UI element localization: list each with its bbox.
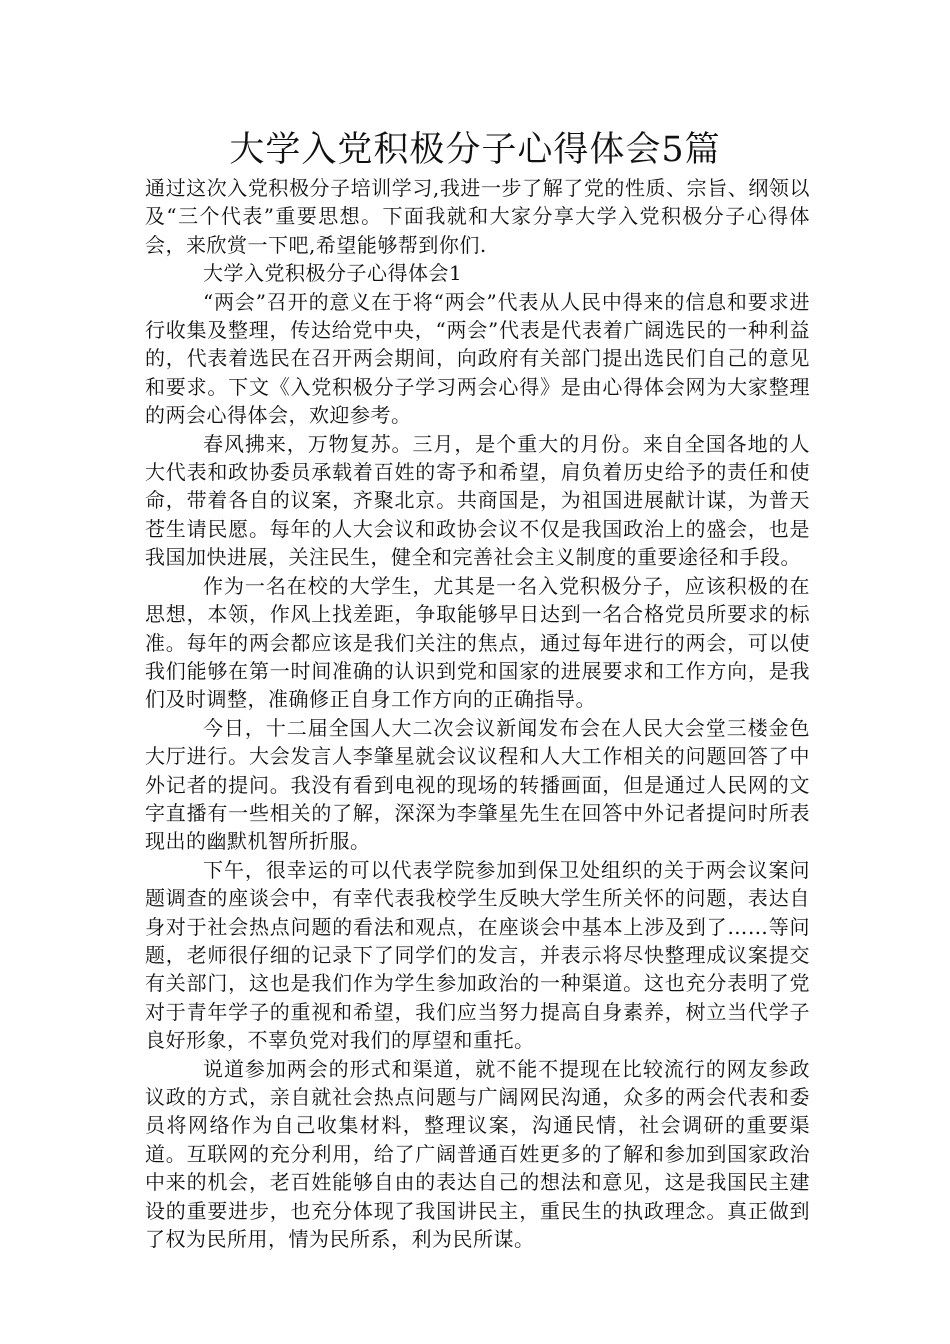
body-paragraph-4: 今日，十二届全国人大二次会议新闻发布会在人民大会堂三楼金色大厅进行。大会发言人李肇星就会议议程和人大工作相关的问题回答了中外记者的提问。我没有看到电视的现场的转播画面，但是通过人民网的文字直播有一些相关的了解，深深为李肇星先生在回答中外记者提问时所表现出的幽默机智所折服。 [145,715,810,854]
body-paragraph-5: 下午，很幸运的可以代表学院参加到保卫处组织的关于两会议案问题调查的座谈会中，有幸代表我校学生反映大学生所关怀的问题，表达自身对于社会热点问题的看法和观点，在座谈会中基本上涉及到了……等问题，老师很仔细的记录下了同学们的发言，并表示将尽快整理成议案提交有关部门，这也是我们作为学生参加政治的一种渠道。这也充分表明了党对于青年学子的重视和希望，我们应当努力提高自身素养，树立当代学子良好形象，不辜负党对我们的厚望和重托。 [145,857,810,1053]
document-title: 大学入党积极分子心得体会5篇 [229,130,721,170]
body-paragraph-3: 作为一名在校的大学生，尤其是一名入党积极分子，应该积极的在思想，本领，作风上找差距，争取能够早日达到一名合格党员所要求的标准。每年的两会都应该是我们关注的焦点，通过每年进行的两会，可以使我们能够在第一时间准确的认识到党和国家的进展要求和工作方向，是我们及时调整，准确修正自身工作方向的正确指导。 [145,573,810,712]
document-body [145,174,810,1253]
intro-paragraph: 通过这次入党积极分子培训学习,我进一步了解了党的性质、宗旨、纲领以及“三个代表”重要思想。下面我就和大家分享大学入党积极分子心得体会，来欣赏一下吧,希望能够帮到你们. [145,176,810,257]
body-paragraph-6: 说道参加两会的形式和渠道，就不能不提现在比较流行的网友参政议政的方式，亲自就社会热点问题与广阔网民沟通，众多的两会代表和委员将网络作为自己收集材料，整理议案，沟通民情，社会调研的重要渠道。互联网的充分利用，给了广阔普通百姓更多的了解和参加到国家政治中来的机会，老百姓能够自由的表达自己的想法和意见，这是我国民主建设的重要进步，也充分体现了我国讲民主，重民生的执政理念。真正做到了权为民所用，情为民所系，利为民所谋。 [145,1056,810,1252]
body-paragraph-2: 春风拂来，万物复苏。三月，是个重大的月份。来自全国各地的人大代表和政协委员承载着百姓的寄予和希望，肩负着历史给予的责任和使命，带着各自的议案，齐聚北京。共商国是，为祖国进展献计谋，为普天苍生请民愿。每年的人大会议和政协会议不仅是我国政治上的盛会，也是我国加快进展，关注民生，健全和完善社会主义制度的重要途径和手段。 [145,431,810,570]
body-paragraph-1: “两会”召开的意义在于将“两会”代表从人民中得来的信息和要求进行收集及整理，传达给党中央，“两会”代表是代表着广阔选民的一种利益的，代表着选民在召开两会期间，向政府有关部门提出选民们自己的意见和要求。下文《入党积极分子学习两会心得》是由心得体会网为大家整理的两会心得体会，欢迎参考。 [145,289,810,428]
section-heading: 大学入党积极分子心得体会1 [203,261,463,286]
